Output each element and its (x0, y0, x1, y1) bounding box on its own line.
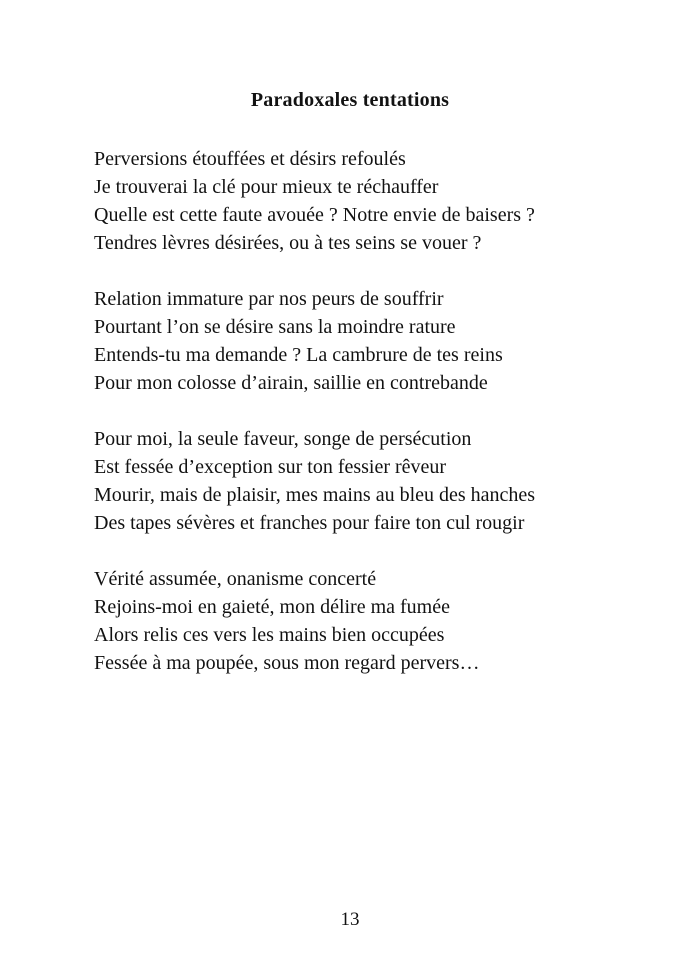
poem-line: Pour mon colosse d’airain, saillie en contrebande (94, 372, 488, 394)
poem-line: Des tapes sévères et franches pour faire ton cul rougir (94, 512, 525, 534)
page-number: 13 (340, 909, 360, 930)
poem-line: Fessée à ma poupée, sous mon regard pervers… (94, 652, 480, 674)
poem-line: Relation immature par nos peurs de souffrir (94, 288, 444, 310)
poem-line: Mourir, mais de plaisir, mes mains au bleu des hanches (94, 484, 536, 506)
poem-body (0, 145, 700, 677)
poem-line: Pour moi, la seule faveur, songe de persécution (94, 428, 472, 450)
poem-line: Est fessée d’exception sur ton fessier rêveur (94, 456, 447, 478)
poem-line: Rejoins-moi en gaieté, mon délire ma fumée (94, 596, 450, 618)
poem-title: Paradoxales tentations (250, 89, 450, 111)
poem-line: Pourtant l’on se désire sans la moindre rature (94, 316, 456, 338)
poem-line: Je trouverai la clé pour mieux te réchauffer (94, 176, 439, 198)
stanza-4 (94, 565, 640, 677)
poem-line: Tendres lèvres désirées, ou à tes seins se vouer ? (94, 232, 482, 254)
poem-line: Alors relis ces vers les mains bien occupées (94, 624, 445, 646)
poem-line: Vérité assumée, onanisme concerté (94, 568, 377, 590)
poem-line: Perversions étouffées et désirs refoulés (94, 148, 406, 170)
stanza-1 (94, 145, 640, 257)
poem-line: Entends-tu ma demande ? La cambrure de tes reins (94, 344, 503, 366)
stanza-3 (94, 425, 640, 537)
poem-line: Quelle est cette faute avouée ? Notre envie de baisers ? (94, 204, 535, 226)
stanza-2 (94, 285, 640, 397)
